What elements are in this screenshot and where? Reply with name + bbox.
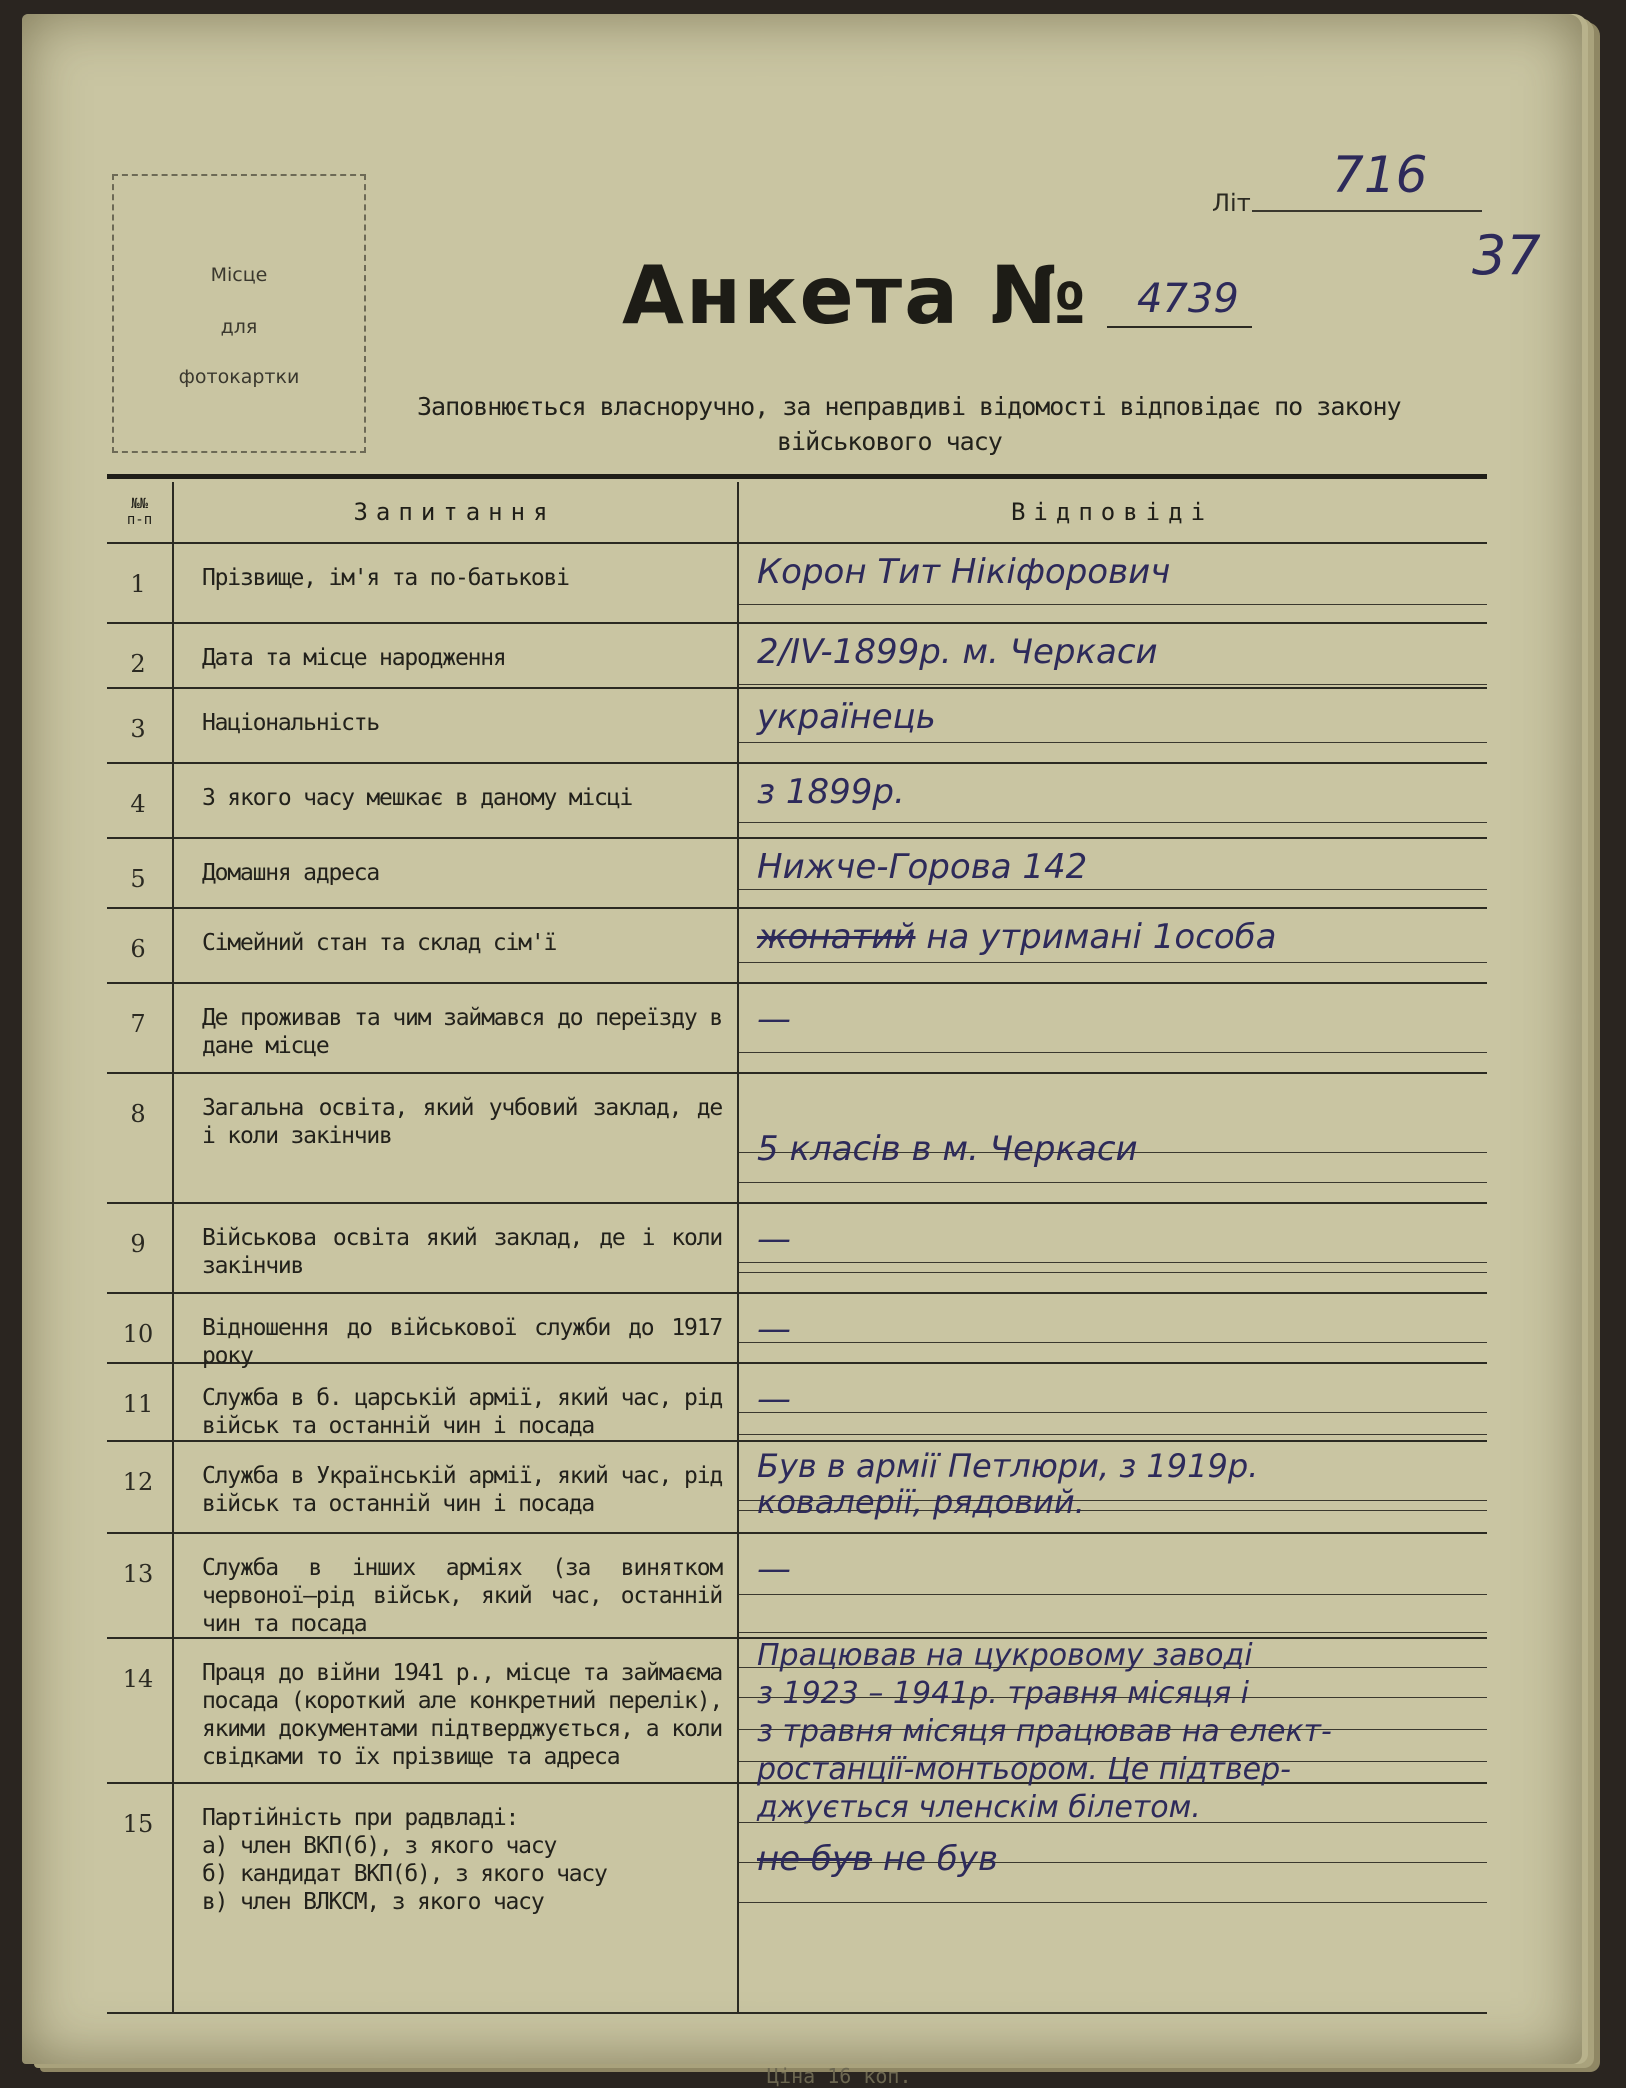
row-number: 7 <box>130 1010 146 1038</box>
row-number: 3 <box>130 715 146 743</box>
answer-rule <box>739 1272 1487 1273</box>
row-divider <box>107 1292 1487 1294</box>
answer-rule <box>739 742 1487 743</box>
row-number: 5 <box>130 865 146 893</box>
row-number: 1 <box>130 570 146 598</box>
row-question: Служба в б. царській армії, який час, рід військ та останній чин і посада <box>202 1385 722 1439</box>
row-number: 9 <box>130 1230 146 1258</box>
row-answer: Нижче-Горова 142 <box>757 847 1088 887</box>
row-answer: — <box>757 999 791 1039</box>
row-answer: українець <box>757 697 936 737</box>
photo-label-line2: для <box>220 316 258 338</box>
row-divider <box>107 1072 1487 1074</box>
struck-answer: не був <box>757 1839 873 1879</box>
row-number: 14 <box>122 1665 154 1693</box>
row-question: Військова освіта який заклад, де і коли закінчив <box>202 1225 722 1279</box>
row-divider <box>107 1532 1487 1534</box>
header-rule <box>107 474 1487 479</box>
row-number: 8 <box>130 1100 146 1128</box>
page-footer-fragment: Ціна 16 коп. <box>767 2064 912 2088</box>
row-divider <box>107 762 1487 764</box>
row-number: 13 <box>122 1560 154 1588</box>
row-divider <box>107 907 1487 909</box>
lit-underline <box>1252 210 1482 212</box>
photo-label-line1: Місце <box>210 264 268 286</box>
row-question: Прізвище, ім'я та по-батькові <box>202 565 569 591</box>
questionnaire-sheet <box>22 14 1582 2088</box>
row-question: Партійність при радвладі: а) член ВКП(б), з якого часу б) кандидат ВКП(б), з якого часу в) член ВЛКСМ, з якого часу <box>202 1805 607 1915</box>
answer-rule <box>739 962 1487 963</box>
row-divider <box>107 982 1487 984</box>
answer-rule <box>739 1052 1487 1053</box>
row-number: 10 <box>122 1320 154 1348</box>
answer-rule <box>739 889 1487 890</box>
answer-rule <box>739 1632 1487 1633</box>
answer-rule <box>739 822 1487 823</box>
row-answer: з 1899р. <box>757 772 905 812</box>
photo-label-line3: фотокартки <box>178 366 300 388</box>
row-answer: 2/IV-1899р. м. Черкаси <box>757 632 1158 672</box>
row-divider <box>107 687 1487 689</box>
row-question: Служба в інших арміях (за винятком червоної—рід військ, який час, останній чин та посада <box>202 1555 722 1637</box>
row-number: 15 <box>122 1810 154 1838</box>
row-answer: Був в армії Петлюри, з 1919р. ковалерії, рядовий. <box>757 1447 1259 1521</box>
form-title: Анкета № <box>622 249 1089 342</box>
header-number-bottom: п-п <box>126 512 153 528</box>
row-divider <box>107 622 1487 624</box>
row-number: 2 <box>130 650 146 678</box>
row-answer: — <box>757 1219 791 1259</box>
answer-rule <box>739 1434 1487 1435</box>
answer-text: не був <box>872 1839 998 1879</box>
answer-rule <box>739 684 1487 685</box>
form-number-underline <box>1107 326 1252 328</box>
answer-rule <box>739 1822 1487 1823</box>
header-number-top: №№ <box>131 496 148 512</box>
row-question: Домашня адреса <box>202 860 380 886</box>
row-divider <box>107 2012 1487 2014</box>
row-question: Загальна освіта, який учбовий заклад, де і коли закінчив <box>202 1095 722 1149</box>
row-number: 4 <box>130 790 146 818</box>
lit-label: Літ <box>1212 189 1251 217</box>
row-question: З якого часу мешкає в даному місці <box>202 785 633 811</box>
header-number-column <box>107 482 172 542</box>
answer-rule <box>739 604 1487 605</box>
header-answer-column: Відповіді <box>1010 498 1214 526</box>
row-answer <box>757 1837 1487 1881</box>
form-instruction-line1: Заповнюється власноручно, за неправдиві відомості відповідає по закону <box>417 392 1401 421</box>
answer-text: на утримані 1особа <box>915 917 1277 957</box>
row-question: Де проживав та чим займався до переїзду в дане місце <box>202 1005 722 1059</box>
row-divider <box>107 1440 1487 1442</box>
header-bottom-line <box>107 542 1487 544</box>
row-answer: 5 класів в м. Черкаси <box>757 1129 1138 1169</box>
row-answer: — <box>757 1379 791 1419</box>
row-number: 6 <box>130 935 146 963</box>
row-question: Дата та місце народження <box>202 645 506 671</box>
lit-value: 716 <box>1332 146 1428 204</box>
archive-page-number: 37 <box>1472 224 1541 287</box>
row-number: 12 <box>122 1468 154 1496</box>
answer-rule <box>739 1902 1487 1903</box>
answer-rule <box>739 1262 1487 1263</box>
row-answer: — <box>757 1549 791 1589</box>
row-question: Відношення до військової служби до 1917 року <box>202 1315 722 1369</box>
row-question: Національність <box>202 710 380 736</box>
row-answer: — <box>757 1309 791 1349</box>
row-answer: Корон Тит Нікіфорович <box>757 552 1171 592</box>
struck-answer: жонатий <box>757 917 916 957</box>
row-question: Праця до війни 1941 р., місце та займаєма посада (короткий але конкретний перелік), якими документами підтверджується, а коли свідками то їх прізвище та адреса <box>202 1660 722 1770</box>
answer-rule <box>739 1594 1487 1595</box>
row-answer: Працював на цукровому заводі з 1923 – 1941р. травня місяця і з травня місяця працював на елект- ростанції-монтьором. Це підтвер- джується членскім білетом. <box>757 1638 1332 1825</box>
row-question: Служба в Українській армії, який час, рід військ та останній чин і посада <box>202 1463 722 1517</box>
photo-placeholder <box>112 174 366 453</box>
row-divider <box>107 837 1487 839</box>
row-answer <box>757 915 1487 959</box>
header-question-column: Запитання <box>353 498 556 526</box>
row-divider <box>107 1202 1487 1204</box>
row-question: Сімейний стан та склад сім'ї <box>202 930 557 956</box>
form-number: 4739 <box>1137 276 1239 322</box>
form-instruction-line2: військового часу <box>777 427 1002 456</box>
answer-rule <box>739 1182 1487 1183</box>
row-number: 11 <box>122 1390 154 1418</box>
